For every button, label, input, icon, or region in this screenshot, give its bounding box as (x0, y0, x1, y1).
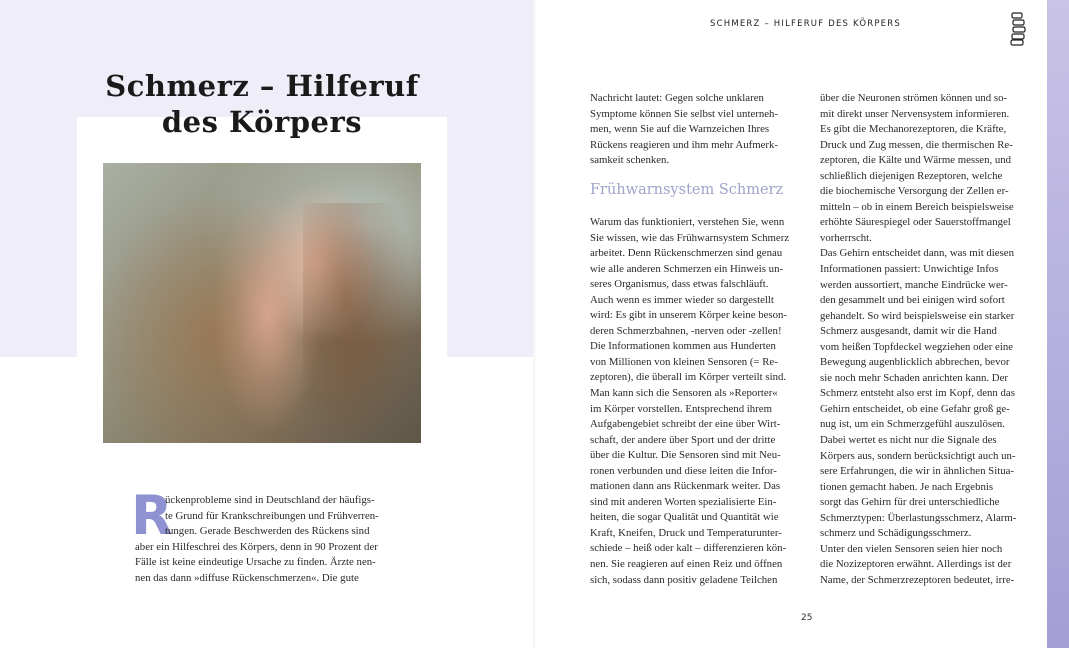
text-line: Die Informationen kommen aus Hunderten (590, 340, 776, 353)
text-line: Schmerz ausgesandt, damit wir die Hand (820, 325, 997, 338)
text-line: von Millionen von kleinen Sensoren (= Re- (590, 355, 778, 368)
text-line: seres Organismus, dass etwas falschläuft. (590, 278, 769, 291)
text-line: Sie wissen, wie das Frühwarnsystem Schmerz (590, 231, 790, 244)
text-line: werden aussortiert, manche Eindrücke wer- (820, 278, 1008, 291)
text-line: sere Erfahrungen, die wir in ähnlichen Situa- (820, 465, 1014, 478)
column-2-text (820, 91, 1016, 589)
text-line: wie alle anderen Schmerzen ein Hinweis un- (590, 262, 784, 275)
text-line: sich, sodass dann positiv geladene Teilchen (590, 573, 778, 586)
drop-cap: R (131, 484, 173, 547)
text-line: mitteln – ob in einem Bereich beispielsweise (820, 200, 1014, 213)
text-line: mit direkt unser Nervensystem informieren. (820, 107, 1010, 120)
text-line: Rückens reagieren und ihm mehr Aufmerk- (590, 138, 778, 151)
text-line: erhöhte Säurespiegel oder Sauerstoffmangel (820, 216, 1011, 229)
text-line: über die Kultur. Die Sensoren sind mit Neu- (590, 449, 781, 462)
text-line: nen das dann »diffuse Rückenschmerzen«. Die gute (135, 571, 359, 584)
text-line: sorgt das Gehirn für drei unterschiedliche (820, 496, 1000, 509)
text-line: mationen dann ans Rückenmark weiter. Das (590, 480, 781, 493)
text-line: tungen. Gerade Beschwerden des Rückens sind (165, 525, 370, 538)
text-line: schmerz und Schädigungsschmerz. (820, 527, 972, 540)
text-line: Symptome können Sie selbst viel unterneh- (590, 107, 779, 120)
text-line: zeptoren), die überall im Körper verteilt sind. (590, 371, 787, 384)
text-line: te Grund für Krankschreibungen und Frühverren- (165, 509, 379, 522)
text-line: schiede – heiß oder kalt – differenzieren kön- (590, 542, 787, 555)
text-line: Kraft, Kneifen, Druck und Temperaturunter- (590, 526, 782, 539)
text-line: Aufgabengebiet schreibt der eine über Wirt- (590, 418, 781, 431)
chapter-title-line-1: Schmerz – Hilferuf (105, 69, 419, 103)
text-line: Das Gehirn entscheidet dann, was mit diesen (820, 247, 1014, 260)
text-line: Bewegung augenblicklich abbrechen, bevor (820, 356, 1010, 369)
text-line: heiten, die sogar Qualität und Quantität wie (590, 511, 779, 524)
column-1-intro (590, 91, 778, 169)
text-line: schließlich diejenigen Rezeptoren, welche (820, 169, 1003, 182)
text-line: die biochemische Versorgung der Zellen er- (820, 185, 1009, 198)
text-line: sind mit anderen Worten spezialisierte Ein- (590, 495, 777, 508)
text-line: ronen verbunden und diese leiten die Infor- (590, 464, 777, 477)
text-line: nug ist, um ein Schmerzgefühl auszulösen. (820, 418, 1006, 431)
text-line: aber ein Hilfeschrei des Körpers, denn in 90 Prozent der (135, 540, 378, 553)
book-gutter (533, 0, 537, 648)
text-line: im Körper vorstellen. Entsprechend ihrem (590, 402, 772, 415)
chapter-title-line-2: des Körpers (161, 105, 363, 139)
text-line: men, wenn Sie auf die Warnzeichen Ihres (590, 123, 770, 136)
text-line: Schmerz entsteht also erst im Kopf, denn das (820, 387, 1015, 400)
text-line: über die Neuronen strömen können und so- (820, 92, 1008, 104)
section-heading: Frühwarnsystem Schmerz (590, 182, 784, 198)
text-line: schaft, der andere über Sport und der dritte (590, 433, 776, 446)
running-header: SCHMERZ – HILFERUF DES KÖRPERS (710, 19, 901, 29)
text-line: ückenprobleme sind in Deutschland der häufigs- (165, 494, 375, 506)
text-line: Informationen passiert: Unwichtige Infos (820, 263, 999, 276)
text-line: Gehirn entscheidet, ob eine Gefahr groß ge- (820, 402, 1010, 415)
text-line: Dabei wertet es nicht nur die Signale des (820, 434, 997, 447)
text-line: Schmerztypen: Überlastungsschmerz, Alarm- (820, 511, 1017, 524)
text-line: Druck und Zug messen, die thermischen Re- (820, 138, 1013, 151)
chapter-title (77, 68, 447, 140)
text-line: Name, der Schmerzrezeptoren bedeutet, irre- (820, 573, 1015, 586)
text-line: den gesammelt und bei einigen wird sofort (820, 294, 1005, 307)
text-line: sie noch mehr Schaden anrichten kann. Der (820, 371, 1008, 384)
text-line: Unter den vielen Sensoren seien hier noch (820, 542, 1003, 555)
intro-text (135, 493, 379, 586)
text-line: Körpers aus, sondern berücksichtigt auch un- (820, 449, 1016, 462)
text-line: zeptoren, die Kälte und Wärme messen, und (820, 154, 1012, 167)
text-line: vorherrscht. (820, 231, 872, 244)
text-line: tionen gemacht haben. Je nach Ergebnis (820, 480, 994, 493)
text-line: Es gibt die Mechanorezeptoren, die Kräfte, (820, 123, 1007, 136)
text-line: arbeitet. Denn Rückenschmerzen sind genau (590, 247, 783, 260)
text-line: nen. Sie reagieren auf einen Reiz und öffnen (590, 558, 783, 571)
text-line: Auch wenn es immer wieder so dargestellt (590, 293, 774, 306)
page-edge-strip (1047, 0, 1069, 648)
text-line: die Nozizeptoren erwähnt. Allerdings ist der (820, 558, 1012, 571)
text-line: Man kann sich die Sensoren als »Reporter« (590, 387, 778, 400)
spine-icon (1008, 12, 1028, 46)
text-line: Nachricht lautet: Gegen solche unklaren (590, 92, 764, 104)
text-line: samkeit schenken. (590, 154, 670, 167)
text-line: vom heißen Topfdeckel wegziehen oder eine (820, 340, 1014, 353)
page-number: 25 (801, 613, 813, 623)
text-line: Fälle ist keine eindeutige Ursache zu finden. Ärzte nen- (135, 556, 376, 569)
text-line: wird: Es gibt in unserem Körper keine beson- (590, 309, 787, 322)
column-1-text (590, 215, 789, 588)
chapter-photo (103, 163, 421, 443)
text-line: gehandelt. So wird beispielsweise ein starker (820, 309, 1015, 322)
text-line: Warum das funktioniert, verstehen Sie, wenn (590, 216, 785, 228)
text-line: deren Schmerzbahnen, -nerven oder -zellen! (590, 324, 782, 337)
